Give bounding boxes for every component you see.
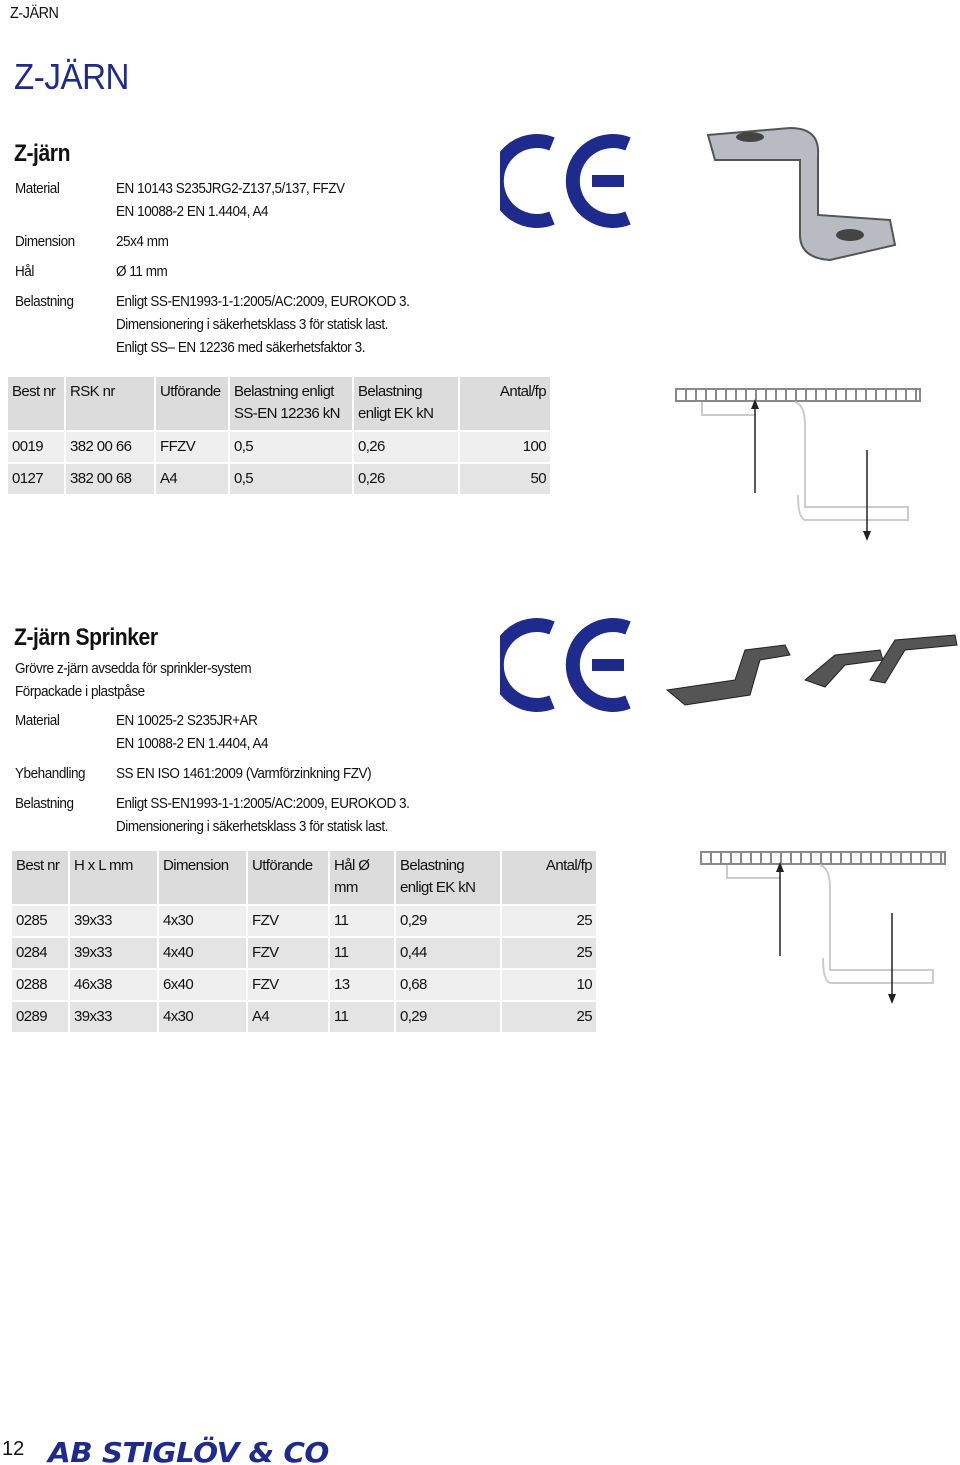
table-cell: 39x33 [70,1002,157,1032]
table-cell: 0,5 [230,432,352,462]
table-cell: 0284 [12,938,68,968]
load-diagram [670,385,930,545]
table-cell: 0,68 [396,970,500,1000]
table-cell: 4x30 [159,906,246,936]
table-cell: 6x40 [159,970,246,1000]
table-cell: A4 [156,464,228,494]
table-row [12,938,596,968]
table-cell: 0,26 [354,432,458,462]
column-header: Belastning enligt EK kN [396,851,500,904]
table-cell: 46x38 [70,970,157,1000]
spec-value: Enligt SS-EN1993-1-1:2005/AC:2009, EUROKOD 3. [116,795,410,812]
table-row [12,906,596,936]
table-cell: 0,44 [396,938,500,968]
table-cell: FZV [248,938,328,968]
company-logo: AB STIGLÖV & CO [48,1436,329,1465]
table-cell: 0,26 [354,464,458,494]
spec-value: EN 10088-2 EN 1.4404, A4 [116,203,269,220]
table-row [12,1002,596,1032]
table-cell: 11 [330,1002,394,1032]
table-cell: 382 00 68 [66,464,154,494]
column-header: Best nr [12,851,68,904]
column-header: Belastning enligt EK kN [354,377,458,430]
spec-label: Dimension [15,233,75,250]
column-header: Antal/fp [460,377,550,430]
ce-mark-icon [500,616,635,714]
spec-value: Enligt SS-EN1993-1-1:2005/AC:2009, EUROKOD 3. [116,293,410,310]
spec-label: Belastning [15,293,74,310]
spec-label: Hål [15,263,34,280]
table-cell: 0,29 [396,1002,500,1032]
table-cell: 39x33 [70,938,157,968]
table-header-row [12,851,596,904]
table-cell: FZV [248,970,328,1000]
spec-value: Dimensionering i säkerhetsklass 3 för statisk last. [116,316,388,333]
table-cell: 4x40 [159,938,246,968]
spec-value: EN 10088-2 EN 1.4404, A4 [116,735,269,752]
spec-value: EN 10143 S235JRG2-Z137,5/137, FFZV [116,180,345,197]
column-header: H x L mm [70,851,157,904]
section-heading: Z-järn [14,140,71,167]
column-header: Dimension [159,851,246,904]
table-cell: 11 [330,938,394,968]
intro-line: Förpackade i plastpåse [15,683,145,700]
z-bracket-image [700,120,900,265]
table-cell: 382 00 66 [66,432,154,462]
table-cell: 50 [460,464,550,494]
table-cell: 25 [502,1002,596,1032]
spec-value: Enligt SS– EN 12236 med säkerhetsfaktor 3. [116,339,366,356]
table-cell: 4x30 [159,1002,246,1032]
table-cell: 0127 [8,464,64,494]
table-cell: FFZV [156,432,228,462]
column-header: Best nr [8,377,64,430]
product-table [6,375,552,496]
column-header: Belastning enligt SS-EN 12236 kN [230,377,352,430]
ce-mark-icon [500,132,635,230]
page-title: Z-JÄRN [14,56,129,97]
column-header: Hål Ø mm [330,851,394,904]
column-header: Utförande [248,851,328,904]
table-cell: 39x33 [70,906,157,936]
sprinkler-brackets-image [665,625,960,715]
table-header-row [8,377,550,430]
table-cell: 100 [460,432,550,462]
table-cell: 25 [502,938,596,968]
running-header: Z-JÄRN [10,5,59,22]
page-number: 12 [2,1438,25,1460]
table-row [12,970,596,1000]
product-table [10,849,598,1034]
table-row [8,464,550,494]
table-cell: 13 [330,970,394,1000]
table-cell: A4 [248,1002,328,1032]
spec-value: SS EN ISO 1461:2009 (Varmförzinkning FZV) [116,765,372,782]
column-header: Antal/fp [502,851,596,904]
table-cell: 10 [502,970,596,1000]
table-cell: 0288 [12,970,68,1000]
table-cell: 0289 [12,1002,68,1032]
load-diagram [695,848,955,1008]
table-cell: FZV [248,906,328,936]
section-heading: Z-järn Sprinker [14,624,158,651]
column-header: Utförande [156,377,228,430]
spec-value: EN 10025-2 S235JR+AR [116,712,258,729]
spec-value: Dimensionering i säkerhetsklass 3 för statisk last. [116,818,388,835]
column-header: RSK nr [66,377,154,430]
table-cell: 11 [330,906,394,936]
spec-label: Belastning [15,795,74,812]
table-cell: 0019 [8,432,64,462]
table-cell: 0,29 [396,906,500,936]
spec-label: Ybehandling [15,765,86,782]
table-row [8,432,550,462]
table-cell: 0285 [12,906,68,936]
spec-label: Material [15,712,60,729]
table-cell: 25 [502,906,596,936]
spec-value: 25x4 mm [116,233,169,250]
intro-line: Grövre z-järn avsedda för sprinkler-system [15,660,252,677]
spec-value: Ø 11 mm [116,263,168,280]
spec-label: Material [15,180,60,197]
table-cell: 0,5 [230,464,352,494]
